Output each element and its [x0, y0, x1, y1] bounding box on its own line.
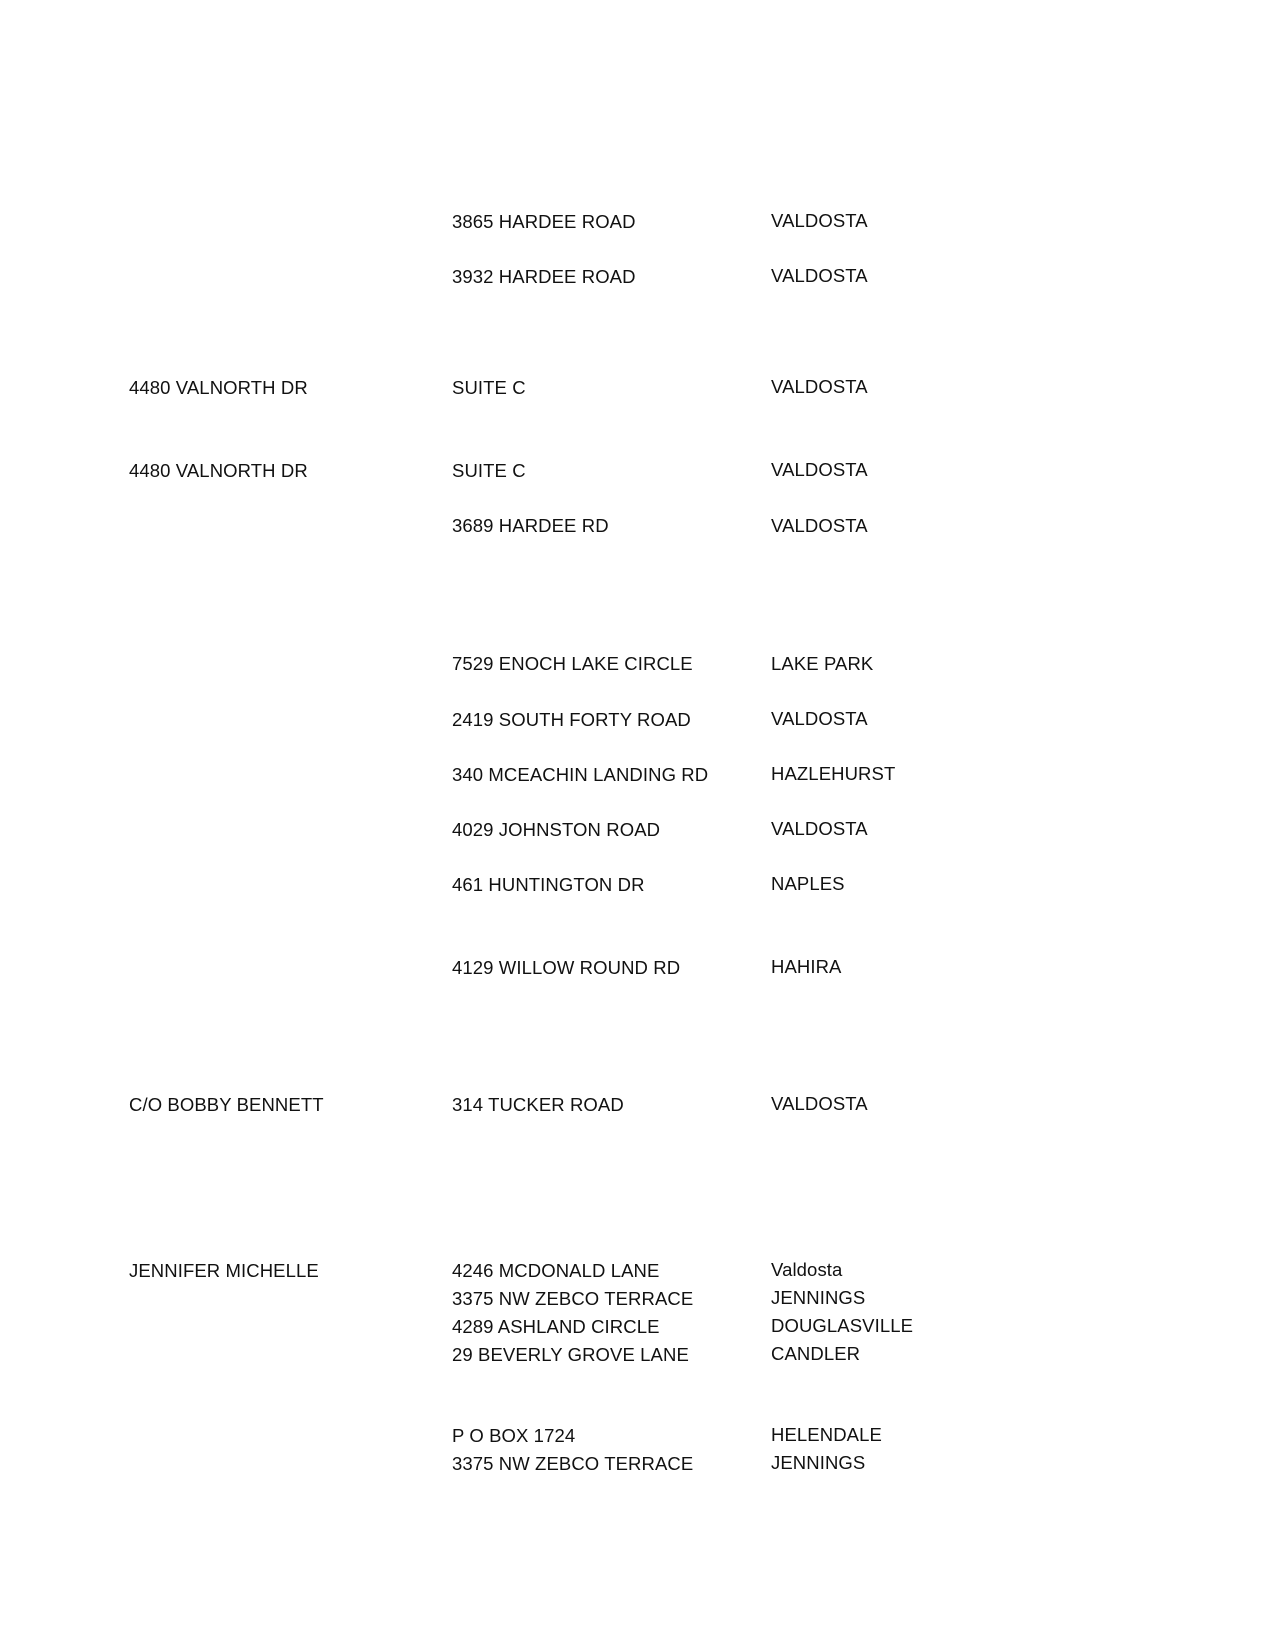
- row-2-name: 4480 VALNORTH DR: [129, 377, 308, 398]
- row-5-address: 7529 ENOCH LAKE CIRCLE: [452, 653, 693, 674]
- row-3-address: SUITE C: [452, 460, 526, 481]
- row-3-city: VALDOSTA: [771, 459, 868, 480]
- row-12-address: 4246 MCDONALD LANE: [452, 1260, 660, 1281]
- row-1-city: VALDOSTA: [771, 265, 868, 286]
- row-10-address: 4129 WILLOW ROUND RD: [452, 957, 681, 978]
- row-8-address: 4029 JOHNSTON ROAD: [452, 819, 661, 840]
- row-14-city: DOUGLASVILLE: [771, 1315, 914, 1336]
- row-7-city: HAZLEHURST: [771, 763, 896, 784]
- row-0-address: 3865 HARDEE ROAD: [452, 211, 636, 232]
- row-12-city: Valdosta: [771, 1259, 843, 1280]
- row-15-city: CANDLER: [771, 1343, 861, 1364]
- row-11-name: C/O BOBBY BENNETT: [129, 1094, 324, 1115]
- row-1-address: 3932 HARDEE ROAD: [452, 266, 636, 287]
- row-13-address: 3375 NW ZEBCO TERRACE: [452, 1288, 694, 1309]
- row-8-city: VALDOSTA: [771, 818, 868, 839]
- row-17-city: JENNINGS: [771, 1452, 866, 1473]
- row-7-address: 340 MCEACHIN LANDING RD: [452, 764, 709, 785]
- row-16-address: P O BOX 1724: [452, 1425, 576, 1446]
- row-11-address: 314 TUCKER ROAD: [452, 1094, 624, 1115]
- row-13-city: JENNINGS: [771, 1287, 866, 1308]
- row-16-city: HELENDALE: [771, 1424, 882, 1445]
- row-2-city: VALDOSTA: [771, 376, 868, 397]
- row-3-name: 4480 VALNORTH DR: [129, 460, 308, 481]
- row-10-city: HAHIRA: [771, 956, 842, 977]
- row-11-city: VALDOSTA: [771, 1093, 868, 1114]
- row-0-city: VALDOSTA: [771, 210, 868, 231]
- row-9-city: NAPLES: [771, 873, 845, 894]
- row-17-address: 3375 NW ZEBCO TERRACE: [452, 1453, 694, 1474]
- row-6-city: VALDOSTA: [771, 708, 868, 729]
- row-5-city: LAKE PARK: [771, 653, 874, 674]
- row-12-name: JENNIFER MICHELLE: [129, 1260, 319, 1281]
- row-9-address: 461 HUNTINGTON DR: [452, 874, 645, 895]
- row-6-address: 2419 SOUTH FORTY ROAD: [452, 709, 691, 730]
- row-4-city: VALDOSTA: [771, 515, 868, 536]
- row-4-address: 3689 HARDEE RD: [452, 515, 609, 536]
- row-14-address: 4289 ASHLAND CIRCLE: [452, 1316, 660, 1337]
- row-2-address: SUITE C: [452, 377, 526, 398]
- row-15-address: 29 BEVERLY GROVE LANE: [452, 1344, 689, 1365]
